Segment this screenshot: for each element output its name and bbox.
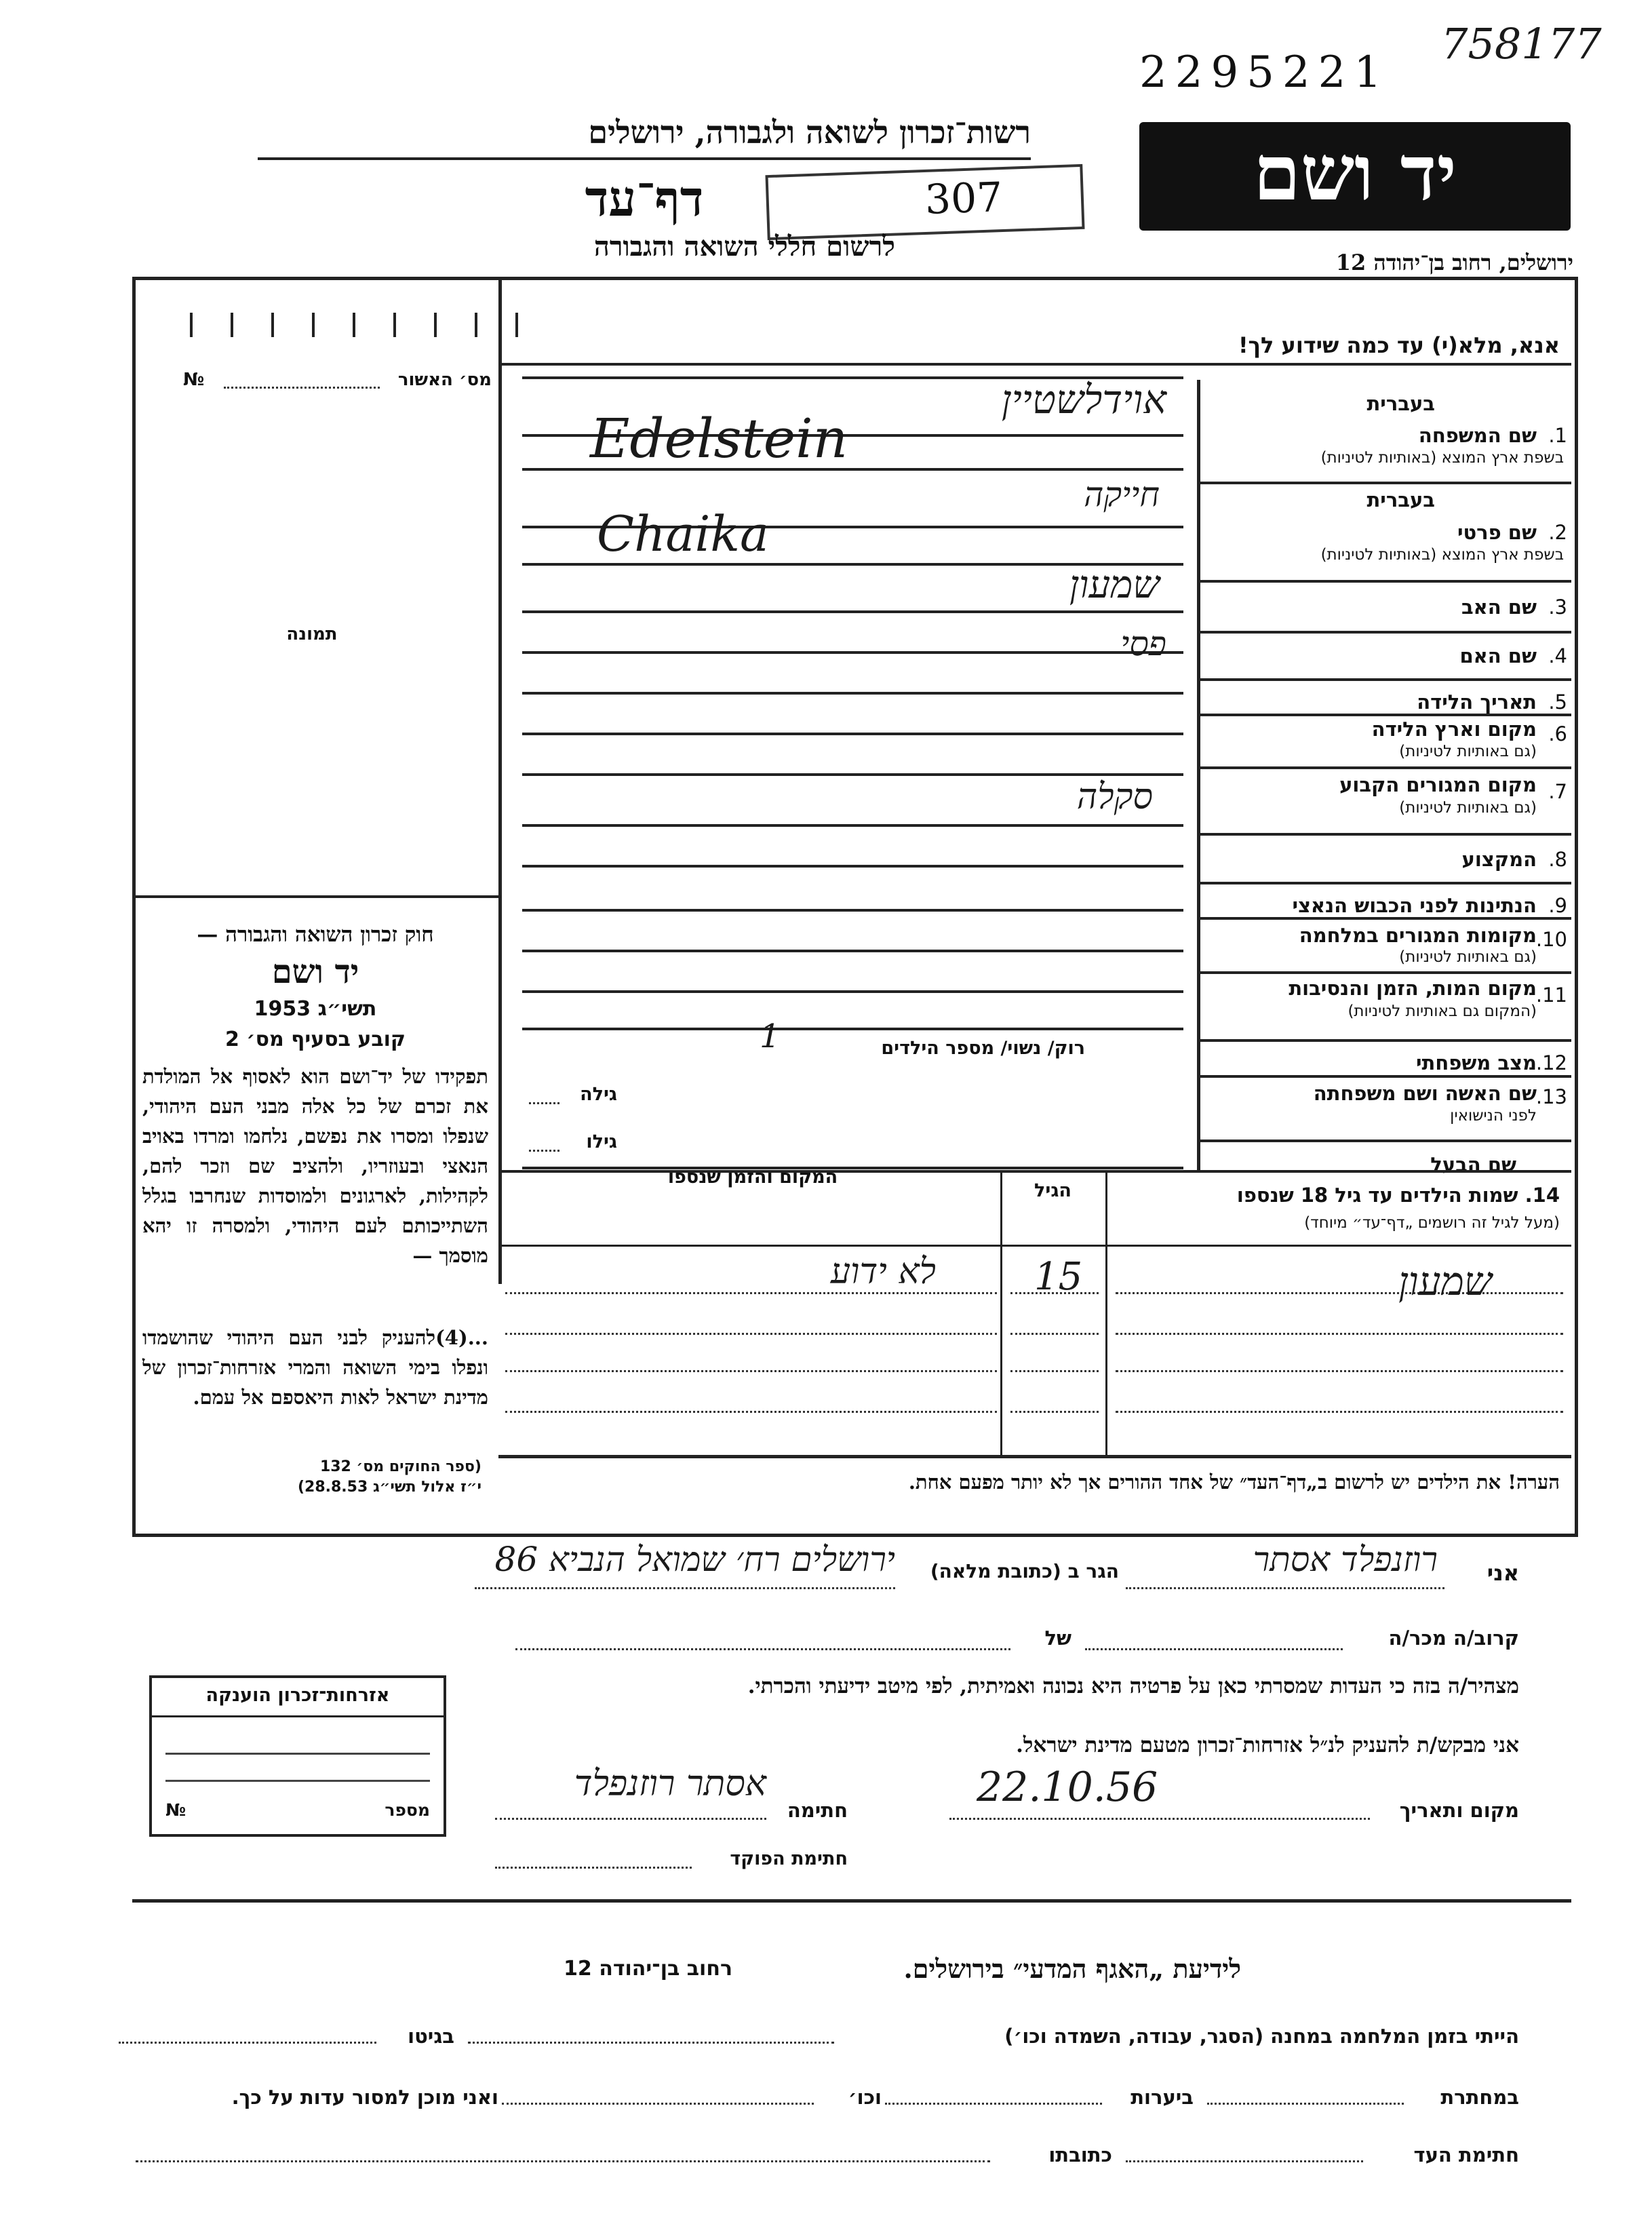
field-7-sub: (גם באותיות לטיניות)	[1399, 799, 1537, 817]
field-9-label: הנתינות לפני הכבוש הנאצי	[1292, 894, 1537, 917]
field-11-label: מקום המות, הזמן והנסיבות	[1289, 977, 1537, 1000]
witness-signature-label: חתימת העד	[1413, 2143, 1519, 2166]
law-logo: יד ושם	[271, 953, 359, 991]
field-10-label: מקומות המגורים במלחמה	[1299, 924, 1537, 947]
approval-no-symbol: №	[183, 370, 205, 390]
instruction: אנא, מלא(י) עד כמה שידוע לך!	[1238, 332, 1560, 358]
first-name-he: חייקה	[1084, 475, 1160, 514]
marital-options: רוק/ נשוי/ מספר הילדים	[881, 1038, 1085, 1059]
citizenship-number-label: מספר	[385, 1800, 430, 1820]
law-title: חוק זכרון השואה והגבורה —	[197, 922, 434, 947]
declaration-date: 22.10.56	[977, 1764, 1158, 1811]
field-5-num: 5.	[1548, 690, 1567, 714]
field-10-num: 10.	[1535, 928, 1567, 951]
children-count: 1	[760, 1017, 781, 1055]
age-label-f: גילה	[580, 1084, 617, 1105]
ready-label: ואני מוכן למסור עדות על כך.	[231, 2086, 498, 2109]
law-body-2: ...(4)להעניק לבני העם היהודי שהושמדו ונפלו בימי השואה והמרי אזרחות־זכרון של מדינת ישראל לאות היאספם אל עמם.	[142, 1326, 488, 1409]
place-date-label: מקום ותאריך	[1399, 1799, 1519, 1822]
field-2-label: שם פרטי	[1457, 521, 1537, 544]
signature: אסתר רוזנפלד	[574, 1764, 766, 1804]
child-age: 15	[1034, 1255, 1083, 1299]
child-place: לא ידוע	[830, 1251, 936, 1292]
col-place: המקום והזמן שנספו	[667, 1167, 838, 1188]
hebrew-label-2: בעברית	[1366, 488, 1435, 511]
field-5-label: תאריך הלידה	[1417, 690, 1537, 714]
field-1-sub: בשפת ארץ המוצא (באותיות לטיניות)	[1320, 449, 1564, 467]
law-footnote-2: י״ז אלול תשי״ג 28.8.53)	[297, 1479, 481, 1496]
field-6-sub: (גם באותיות לטיניות)	[1399, 743, 1537, 760]
age-label-m: גילו	[586, 1131, 617, 1152]
field-4-label: שם האם	[1459, 644, 1537, 667]
address: ירושלים, רחוב בן־יהודה 12	[1335, 250, 1573, 275]
stamp-number: 307	[924, 174, 1004, 224]
resides-label: הגר ב (כתובת מלאה)	[930, 1560, 1119, 1582]
field-6-num: 6.	[1548, 722, 1567, 745]
col-age: הגיל	[1034, 1180, 1071, 1201]
of-label: של	[1044, 1627, 1071, 1650]
field-11-sub: (המקום גם באותיות לטיניות)	[1348, 1002, 1537, 1020]
first-name-latin: Chaika	[597, 505, 769, 562]
field-4-num: 4.	[1548, 644, 1567, 667]
signature-label: חתימה	[787, 1799, 848, 1822]
statement: מצהיר/ה בזה כי העדות שמסרתי כאן על פרטיה היא נכונה ואמיתית, לפי מיטב ידיעתי והכרתי.	[747, 1674, 1519, 1698]
field-7-label: מקום המגורים הקבוע	[1339, 773, 1537, 796]
logo-box	[1139, 122, 1571, 231]
forests-label: ביערות	[1130, 2086, 1194, 2109]
field-12-num: 12.	[1535, 1051, 1567, 1074]
footer-address: רחוב בן־יהודה 12	[564, 1957, 732, 1981]
relation-label: קרוב/ה מכר/ה	[1388, 1627, 1519, 1650]
witness-name: רוזנפלד אסתר	[1253, 1540, 1438, 1579]
field-13-sub: לפני הנישואין	[1450, 1107, 1537, 1125]
field-1-num: 1.	[1548, 424, 1567, 447]
field-3-label: שם האב	[1461, 596, 1537, 619]
child-name: שמעון	[1398, 1258, 1492, 1304]
field-2-num: 2.	[1548, 521, 1567, 544]
field-10-sub: (גם באותיות לטיניות)	[1399, 948, 1537, 966]
field-9-num: 9.	[1548, 894, 1567, 917]
citizenship-box	[149, 1675, 446, 1837]
handwritten-number: 758177	[1441, 19, 1602, 69]
field-13-label: שם האשה ושם משפחתה	[1313, 1082, 1537, 1105]
stamp	[765, 164, 1084, 240]
official-signature-label: חתימת הפוקד	[730, 1848, 848, 1869]
field-2-sub: בשפת ארץ המוצא (באותיות לטיניות)	[1320, 546, 1564, 564]
witness-address: ירושלים רח׳ שמואל הנביא 86	[494, 1540, 895, 1579]
approval-label: מס׳ האשור	[397, 370, 492, 390]
citizenship-no-symbol: №	[165, 1800, 186, 1820]
family-name-he: אוידלשטיין	[1001, 376, 1166, 423]
residence: סקלה	[1076, 777, 1153, 817]
field-8-num: 8.	[1548, 848, 1567, 871]
form-title: דף־עד	[585, 170, 704, 227]
field-7-num: 7.	[1548, 780, 1567, 803]
witness-address-label: כתובתו	[1048, 2143, 1112, 2166]
law-clause: קובע בסעיף מס׳ 2	[224, 1028, 406, 1051]
institution-name: רשות־זכרון לשואה ולגבורה, ירושלים	[588, 114, 1031, 151]
institution-underline	[258, 157, 1031, 160]
law-year: תשי״ג 1953	[254, 997, 377, 1021]
etc-label: וכו׳	[848, 2086, 882, 2109]
i-label: אני	[1487, 1560, 1519, 1586]
field-11-num: 11.	[1535, 984, 1567, 1007]
children-sub: (מעל לגיל זה רושמים „דף־עד״ מיוחד)	[1304, 1214, 1560, 1232]
law-body: תפקידו של יד־ושם הוא לאסוף אל המולדת את זכרם של כל אלה מבני העם היהודי, שנפלו ומסרו את נפשם, נלחמו ומרדו באויב הנאצי ובעוזריו, ולהציב שם וזכר להם, לקהילות, לארגונים ולמוסדות שנחרבו בגלל השתייכותם לעם היהודי, ולמסרה זו יהא מוסמך —	[142, 1065, 488, 1267]
hebrew-label-1: בעברית	[1366, 392, 1435, 415]
children-title: 14. שמות הילדים עד גיל 18 שנספו	[1236, 1184, 1560, 1207]
photo-label: תמונה	[286, 624, 338, 644]
form-subtitle: לרשום חללי השואה והגבורה	[593, 231, 895, 262]
footer-line-1: הייתי בזמן המלחמה במחנה (הסגר, עבודה, השמדה וכו׳)	[1004, 2025, 1519, 2048]
field-3-num: 3.	[1548, 596, 1567, 619]
field-12-label: מצב משפחתי	[1415, 1051, 1537, 1074]
ghetto-label: בגיטו	[408, 2025, 454, 2048]
request: אני מבקש/ת להעניק לנ״ל אזרחות־זכרון מטעם מדינת ישראל.	[1016, 1733, 1519, 1757]
family-name-latin: Edelstein	[590, 407, 848, 470]
note: הערה! את הילדים יש לרשום ב„דף־העד״ של אחד ההורים אך לא יותר מפעם אחת.	[908, 1471, 1560, 1494]
law-footnote: (ספר החוקים מס׳ 132	[319, 1458, 481, 1475]
footer-title: לידיעת „האגף המדעי״ בירושלים.	[903, 1953, 1241, 1984]
logo-text: יד ושם	[1253, 129, 1457, 218]
record-number: 2295221	[1139, 47, 1390, 98]
field-8-label: המקצוע	[1461, 848, 1537, 871]
citizenship-title: אזרחות־זכרון הוענקה	[205, 1685, 390, 1706]
field-6-label: מקום וארץ הלידה	[1371, 718, 1537, 741]
father-name: שמעון	[1069, 563, 1160, 607]
underground-label: במחתרת	[1440, 2086, 1519, 2109]
husband-label: שם הבעל	[1430, 1153, 1516, 1176]
mother-name: פסי	[1120, 624, 1166, 663]
field-13-num: 13.	[1535, 1085, 1567, 1108]
field-1-label: שם המשפחה	[1418, 424, 1537, 447]
